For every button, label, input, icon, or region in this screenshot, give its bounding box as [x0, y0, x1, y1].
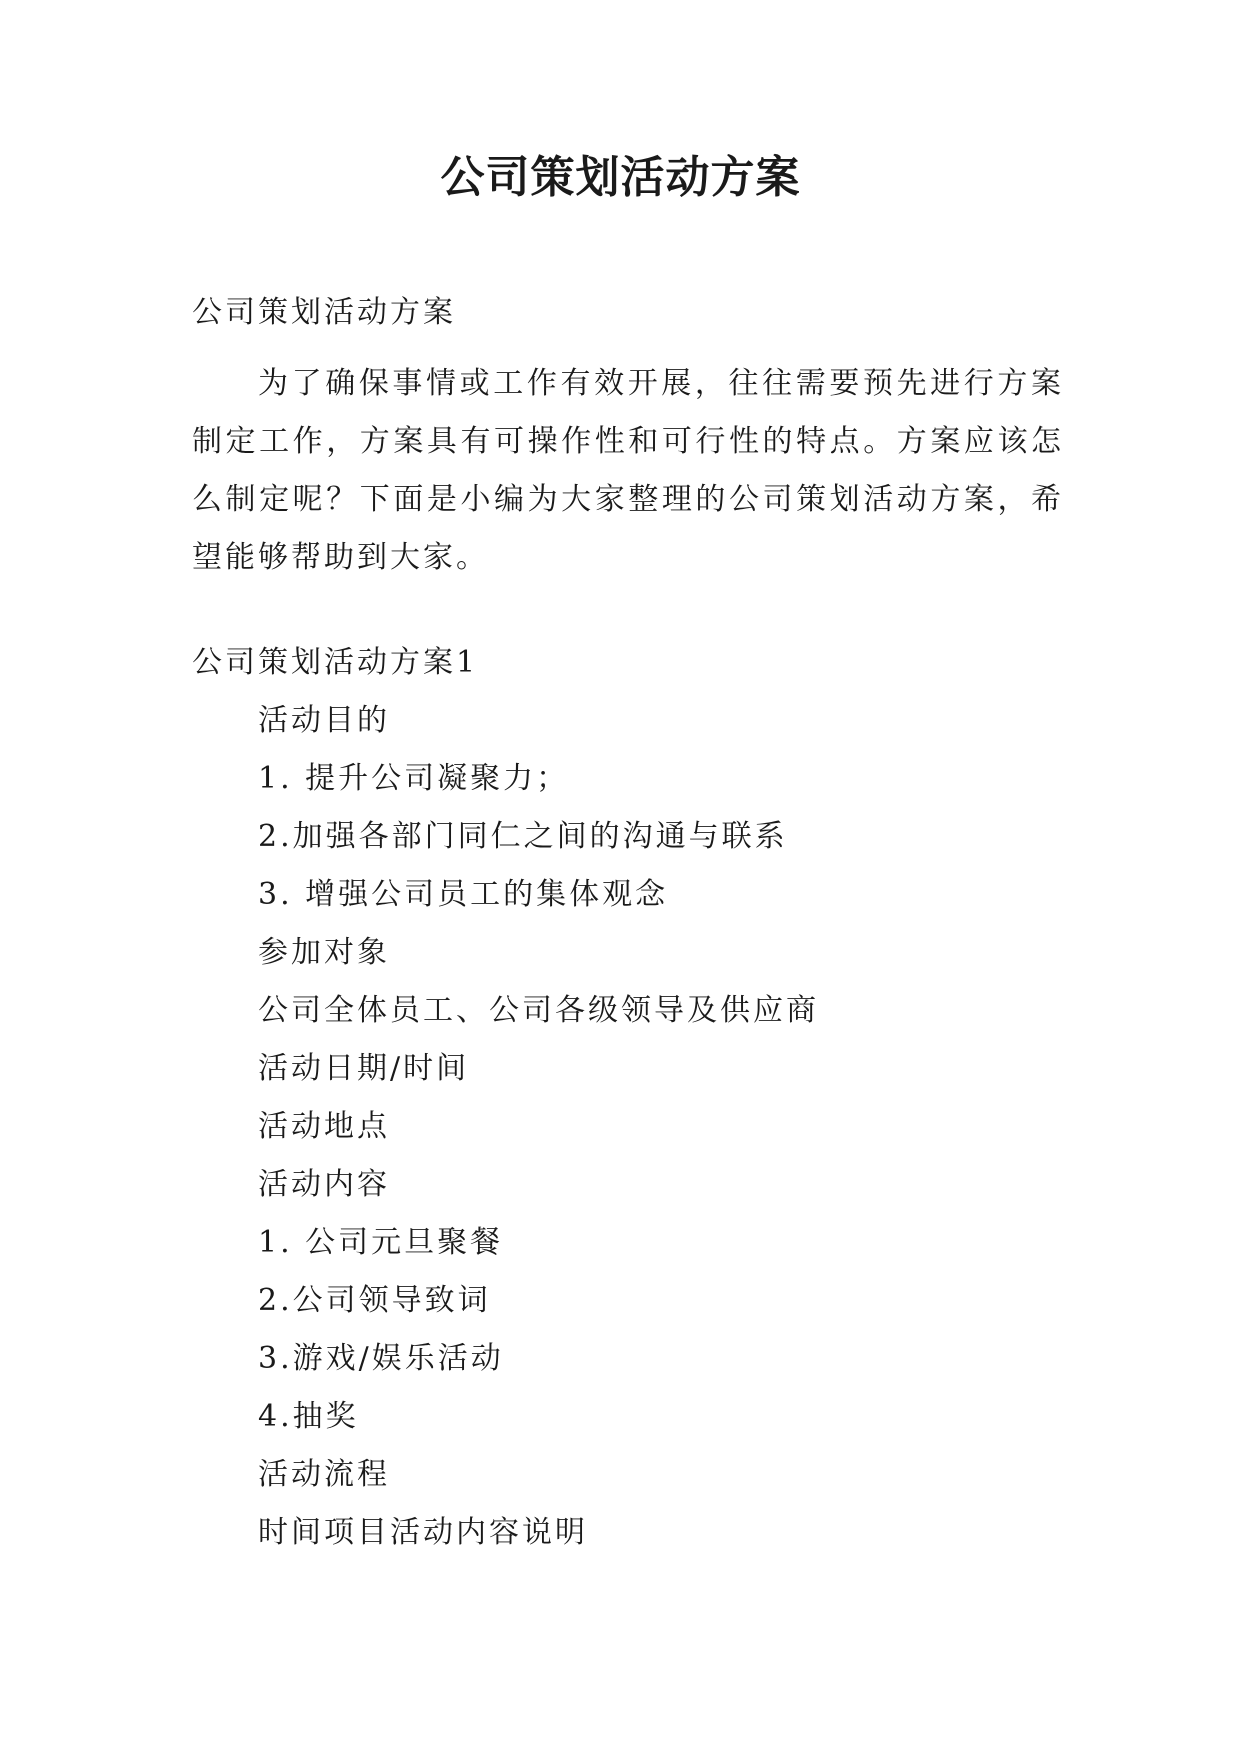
list-item: 时间项目活动内容说明: [258, 1515, 588, 1550]
list-item: 3. 增强公司员工的集体观念: [258, 877, 669, 912]
list-item: 2.公司领导致词: [258, 1283, 491, 1318]
intro-paragraph: 为了确保事情或工作有效开展，往往需要预先进行方案制定工作，方案具有可操作性和可行性的特点。方案应该怎么制定呢？下面是小编为大家整理的公司策划活动方案，希望能够帮助到大家。: [192, 366, 1064, 575]
document-subtitle: 公司策划活动方案: [192, 295, 456, 330]
list-item: 活动地点: [258, 1109, 390, 1144]
list-item: 3.游戏/娱乐活动: [258, 1341, 504, 1376]
list-item: 1. 提升公司凝聚力；: [258, 761, 570, 796]
list-item: 活动流程: [258, 1457, 390, 1492]
document-title: 公司策划活动方案: [440, 152, 801, 203]
list-item: 1. 公司元旦聚餐: [258, 1225, 504, 1260]
list-item: 活动日期/时间: [258, 1051, 470, 1086]
list-item: 公司全体员工、公司各级领导及供应商: [258, 993, 819, 1028]
list-item: 活动目的: [258, 703, 390, 738]
list-item: 2.加强各部门同仁之间的沟通与联系: [258, 819, 788, 854]
section-heading: 公司策划活动方案1: [192, 645, 479, 680]
list-item: 参加对象: [258, 935, 390, 970]
list-item: 4.抽奖: [258, 1399, 359, 1434]
list-item: 活动内容: [258, 1167, 390, 1202]
